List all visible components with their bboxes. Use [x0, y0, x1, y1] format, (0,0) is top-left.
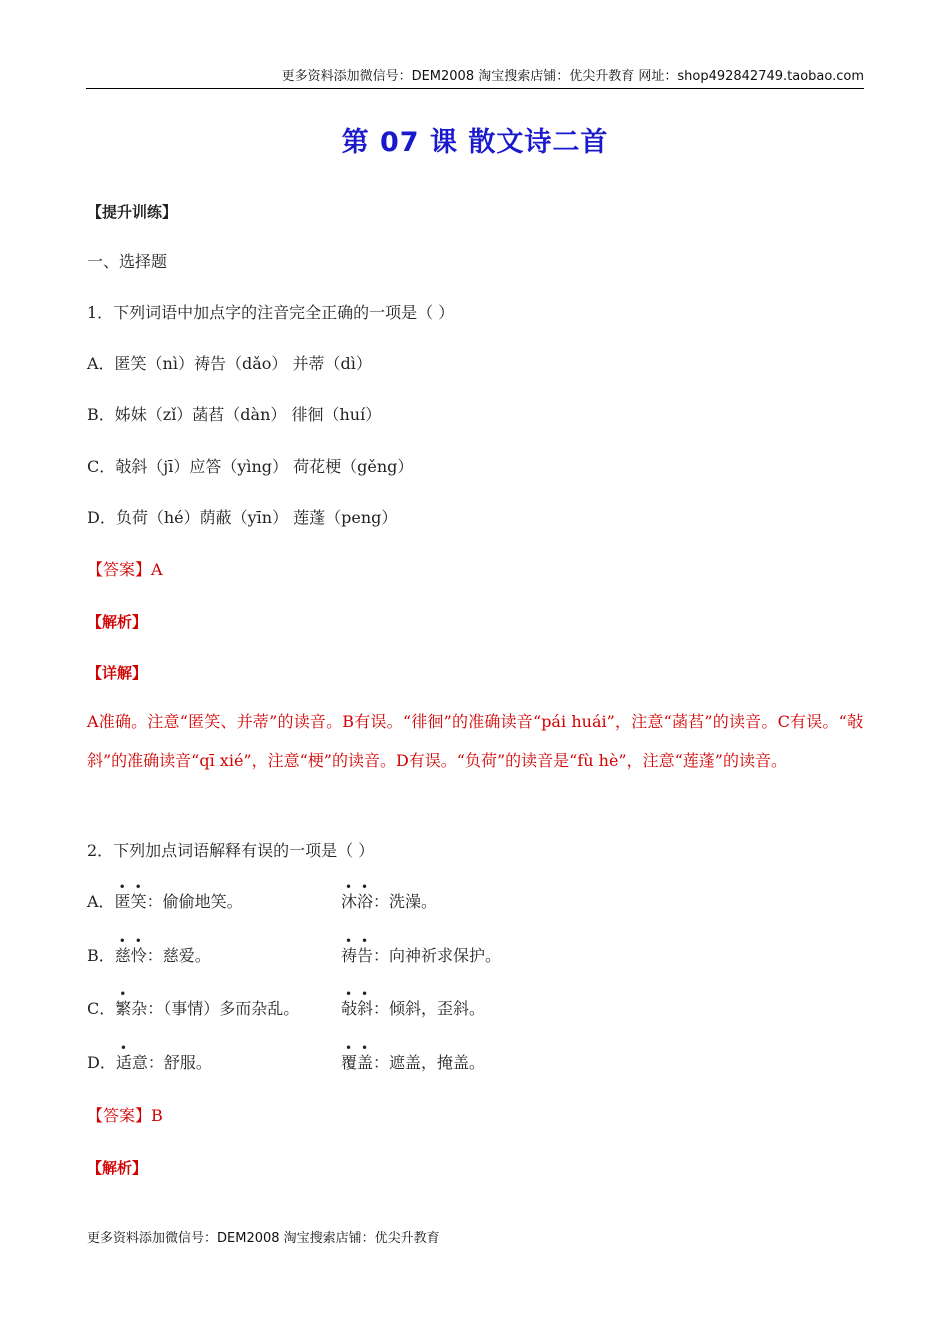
header-text: 更多资料添加微信号：DEM2008 淘宝搜索店铺：优尖升教育 网址：shop492842749.taobao.com [281, 69, 864, 84]
q2-option-d-letter: D． [87, 1053, 116, 1072]
q2-option-c-letter: C． [87, 999, 116, 1018]
q2-option-a-left-def: ：偷偷地笑。 [146, 892, 243, 911]
page-title: 第 07 课 散文诗二首 [341, 127, 609, 158]
q1-answer: 【答案】A [87, 560, 163, 579]
q2-option-b-left-def: ：慈爱。 [146, 946, 211, 965]
q2-option-c-left-def: ：（事情）多而杂乱。 [147, 999, 300, 1018]
q2-option-a-left-word: • • 匿笑 [114, 880, 147, 911]
q2-option-a-letter: A． [87, 892, 115, 911]
page-footer [87, 1227, 440, 1246]
q2-option-c-right-def: ：倾斜，歪斜。 [373, 999, 486, 1018]
q2-stem: 2．下列加点词语解释有误的一项是（ ） [87, 841, 375, 860]
q2-option-d-left-def: ：舒服。 [147, 1053, 212, 1072]
section-title: 【提升训练】 [87, 203, 178, 221]
q2-option-d-right-def: ：遮盖，掩盖。 [373, 1053, 486, 1072]
q2-option-d-right-word: • • 覆盖 [341, 1041, 374, 1072]
part-heading: 一、选择题 [87, 252, 168, 271]
q1-stem: 1．下列词语中加点字的注音完全正确的一项是（ ） [87, 303, 455, 322]
q1-option-b: B．姊妹（zǐ）菡萏（dàn） 徘徊（huí） [87, 405, 382, 424]
q2-option-b-letter: B． [87, 946, 115, 965]
q1-option-d: D．负荷（hé）荫蔽（yīn） 莲蓬（peng） [87, 508, 398, 527]
q2-answer: 【答案】B [87, 1106, 163, 1125]
q2-option-c-right-word: • • 敧斜 [341, 987, 374, 1018]
q2-option-b-left-word: • • 慈怜 [114, 934, 147, 965]
q1-option-c: C．敧斜（jī）应答（yìng） 荷花梗（gěng） [87, 457, 414, 476]
q2-option-d-left-word: • 适意 [115, 1041, 148, 1072]
q1-detail-label: 【详解】 [87, 664, 148, 682]
q1-analysis-label: 【解析】 [87, 613, 148, 631]
q2-option-a-right-word: • • 沐浴 [341, 880, 374, 911]
footer-text: 更多资料添加微信号：DEM2008 淘宝搜索店铺：优尖升教育 [87, 1231, 440, 1246]
q1-explanation: A准确。注意“匿笑、并蒂”的读音。B有误。“徘徊”的准确读音“pái huái”，注意“菡萏”的读音。C有误。“敧斜”的准确读音“qī xié”，注意“梗”的读音。D有误。“负荷”的读音是“fù hè”，注意“莲蓬”的读音。 [87, 712, 863, 770]
q2-option-b-right-def: ：向神祈求保护。 [373, 946, 502, 965]
q2-option-c-left-word: • 繁杂 [115, 987, 148, 1018]
page-header [86, 66, 864, 89]
q2-option-b-right-word: • • 祷告 [341, 934, 374, 965]
q2-analysis-label: 【解析】 [87, 1159, 148, 1177]
q2-option-a-right-def: ：洗澡。 [373, 892, 438, 911]
q1-option-a: A．匿笑（nì）祷告（dǎo） 并蒂（dì） [87, 354, 372, 373]
